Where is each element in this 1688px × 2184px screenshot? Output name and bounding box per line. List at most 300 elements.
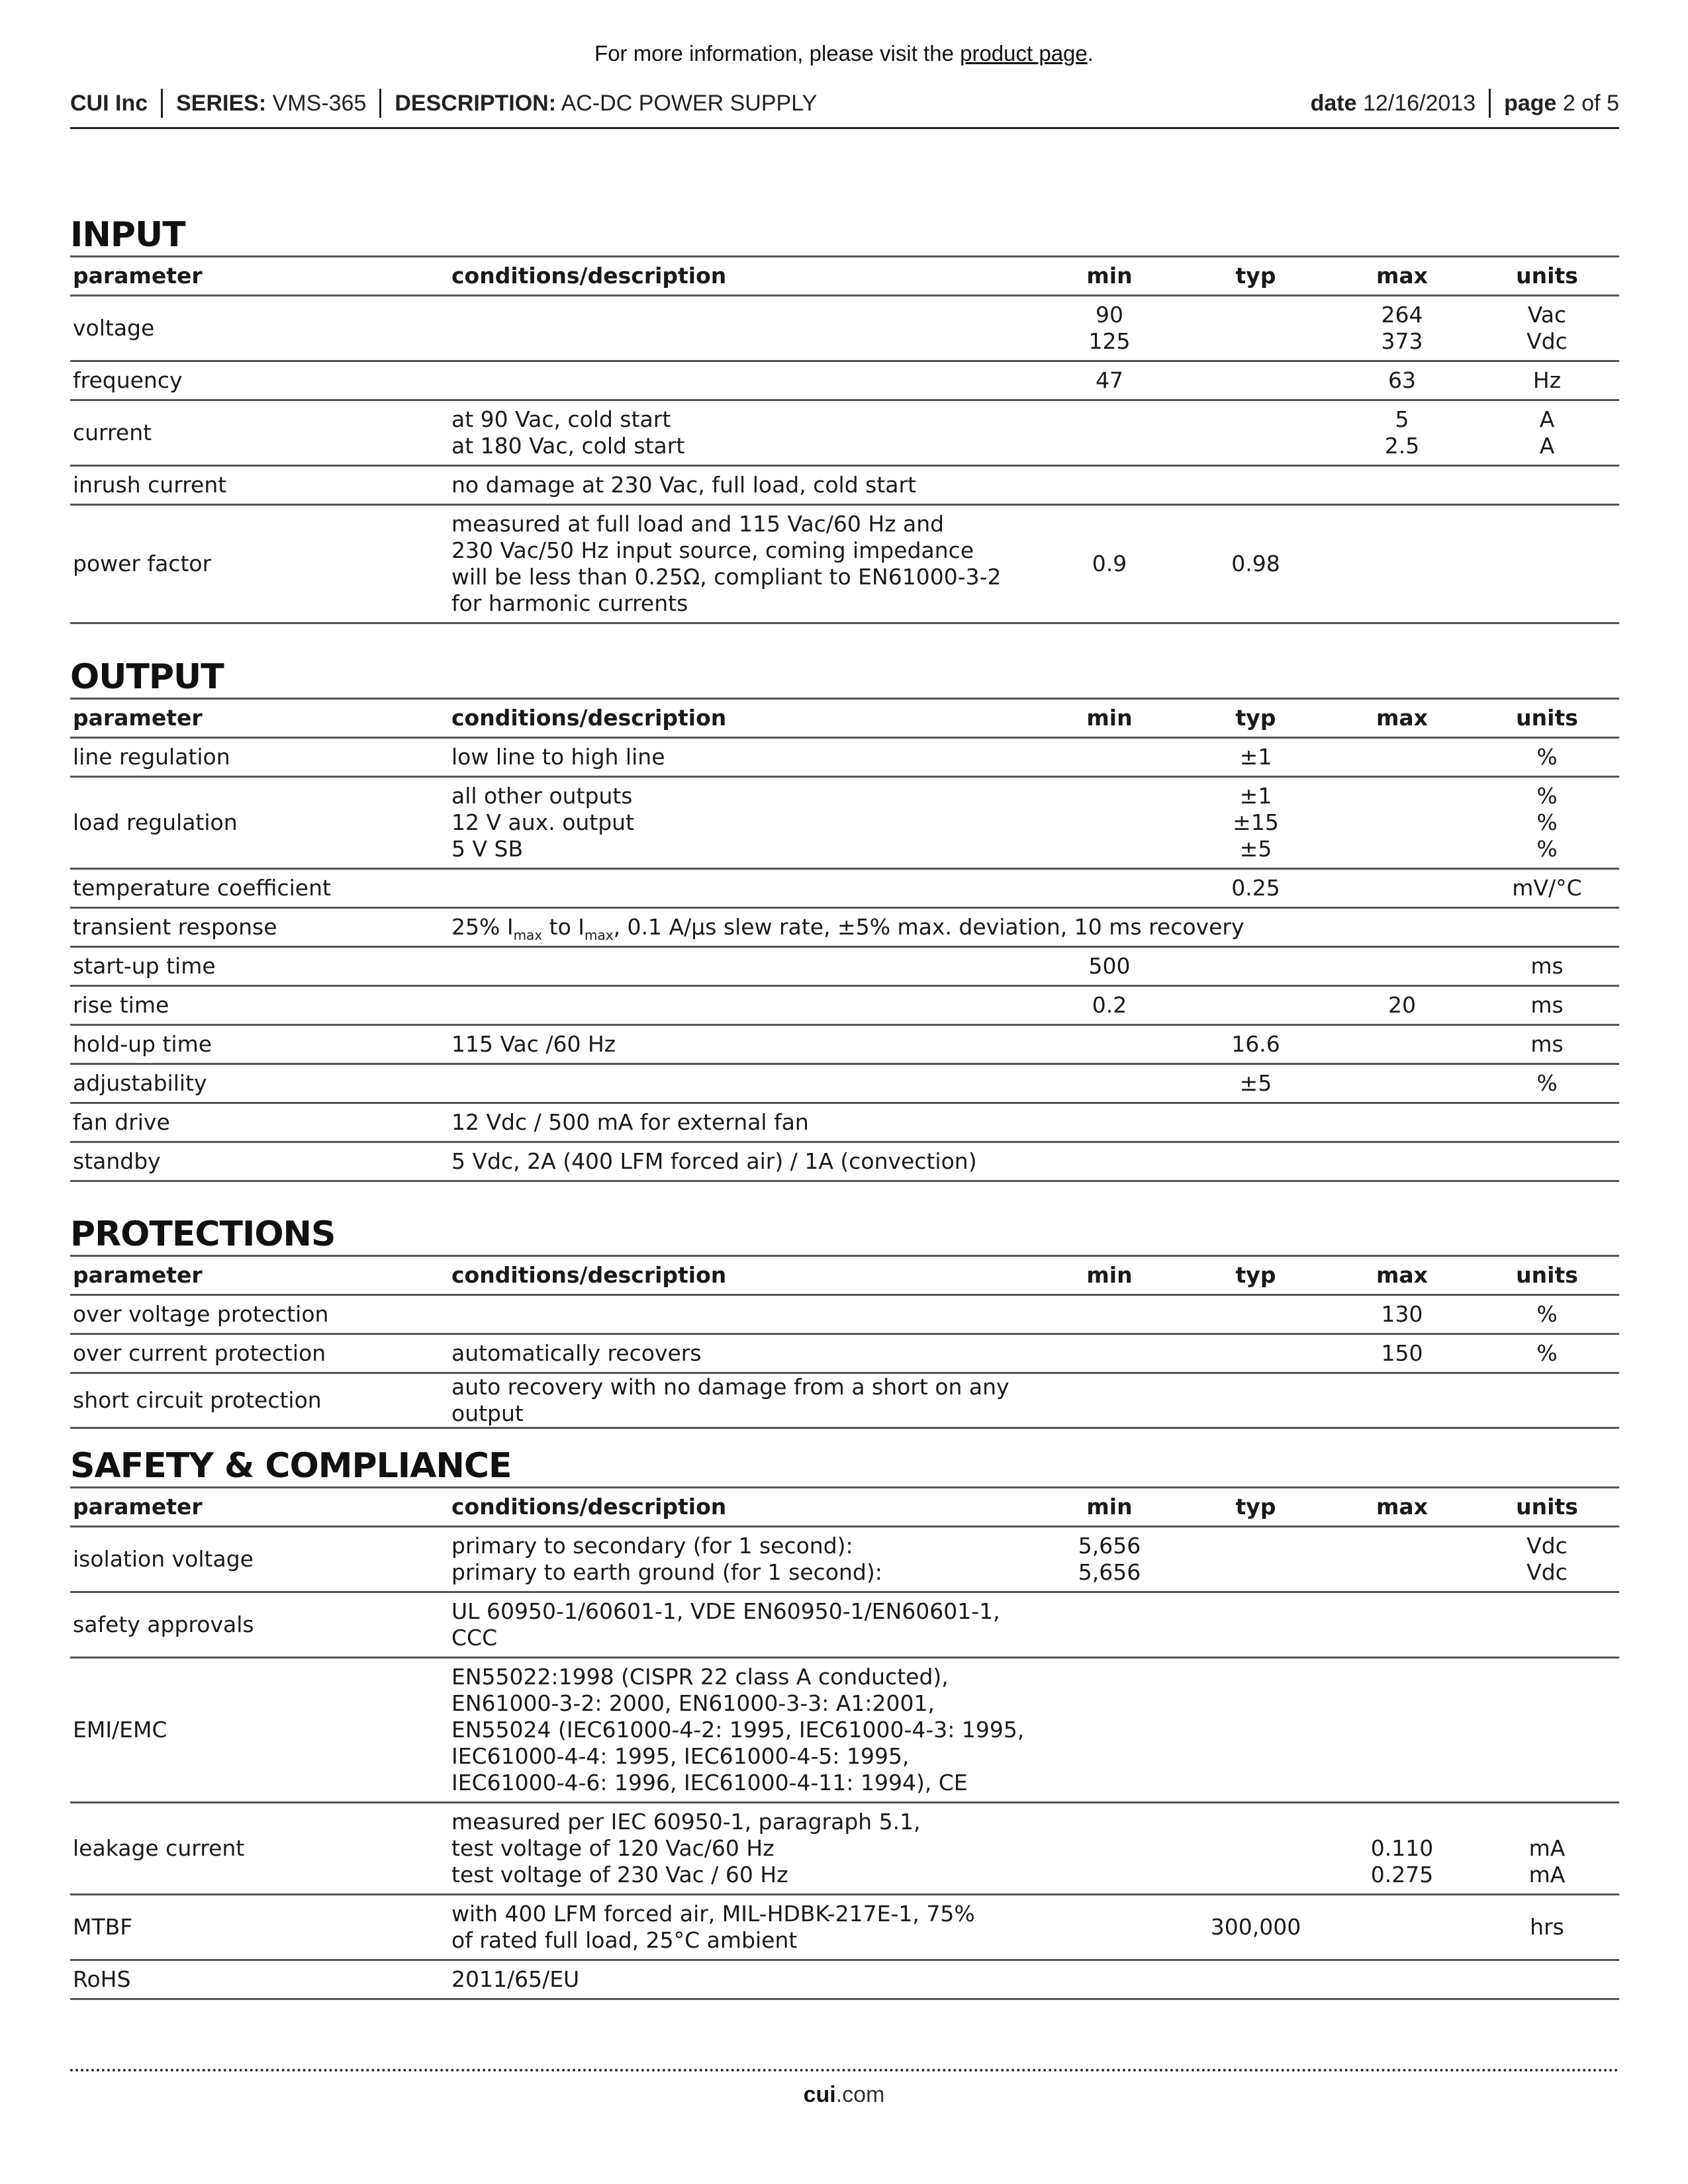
series-field: SERIES: VMS-365: [161, 89, 379, 118]
typ-cell: [1182, 1334, 1329, 1373]
max-cell: [1329, 1803, 1475, 1895]
parameter-cell: MTBF: [70, 1895, 449, 1960]
table-row-current: [70, 400, 1619, 466]
max-cell: [1329, 1658, 1475, 1803]
units-cell-line: Vdc: [1526, 328, 1568, 354]
max-cell: [1329, 1064, 1475, 1103]
typ-cell: [1182, 361, 1329, 400]
table-row-short-circuit-protection: [70, 1373, 1619, 1428]
typ-cell-line: ±1: [1239, 783, 1272, 809]
units-cell-line: %: [1536, 809, 1558, 835]
typ-cell-line: 0.25: [1231, 875, 1280, 901]
conditions-cell-line: UL 60950-1/60601-1, VDE EN60950-1/EN60601-1,: [451, 1598, 1000, 1624]
typ-cell: [1182, 466, 1329, 505]
company-name: CUI Inc: [70, 91, 148, 116]
min-cell: [1037, 1895, 1182, 1960]
units-cell: [1475, 1295, 1619, 1334]
conditions-cell: [449, 738, 1037, 777]
min-cell: [1037, 400, 1182, 466]
date-field: date 12/16/2013: [1310, 91, 1476, 116]
units-cell-line: %: [1536, 1340, 1558, 1366]
parameter-cell: line regulation: [70, 738, 449, 777]
parameter-cell: EMI/EMC: [70, 1658, 449, 1803]
conditions-cell: [449, 361, 1037, 400]
conditions-cell: [449, 296, 1037, 361]
min-cell: [1037, 947, 1182, 986]
max-cell: [1329, 466, 1475, 505]
min-cell-line: 0.9: [1092, 551, 1127, 576]
parameter-cell: over current protection: [70, 1334, 449, 1373]
min-cell: [1037, 986, 1182, 1025]
min-cell: [1037, 1803, 1182, 1895]
col-units: units: [1475, 1488, 1619, 1527]
units-cell: [1475, 1373, 1619, 1428]
min-cell: [1037, 1373, 1182, 1428]
min-cell: [1037, 1142, 1182, 1181]
conditions-cell: [449, 947, 1037, 986]
table-row-rise-time: [70, 986, 1619, 1025]
footer-brand: cui: [803, 2082, 836, 2107]
parameter-cell: fan drive: [70, 1103, 449, 1142]
conditions-cell-line: low line to high line: [451, 744, 665, 770]
conditions-cell-line: of rated full load, 25°C ambient: [451, 1927, 798, 1953]
units-cell-line: mV/°C: [1512, 875, 1582, 901]
max-cell: [1329, 1373, 1475, 1428]
typ-cell: [1182, 296, 1329, 361]
table-header-row: [70, 1256, 1619, 1295]
conditions-cell-line: EN55022:1998 (CISPR 22 class A conducted),: [451, 1664, 949, 1690]
min-cell: [1037, 869, 1182, 908]
parameter-cell: RoHS: [70, 1960, 449, 1999]
typ-cell: [1182, 1064, 1329, 1103]
parameter-cell: isolation voltage: [70, 1527, 449, 1592]
units-cell-line: ms: [1530, 953, 1564, 979]
typ-cell: [1182, 1373, 1329, 1428]
table-row-temperature-coefficient: [70, 869, 1619, 908]
typ-cell: [1182, 1960, 1329, 1999]
conditions-cell: [449, 1592, 1037, 1658]
top-note: [0, 41, 1688, 66]
conditions-cell-line: 115 Vac /60 Hz: [451, 1031, 616, 1057]
max-cell: [1329, 947, 1475, 986]
output-section: [70, 654, 1619, 1182]
safety-title: SAFETY & COMPLIANCE: [70, 1446, 512, 1486]
min-cell-line: 47: [1096, 367, 1123, 393]
protections-title: PROTECTIONS: [70, 1214, 336, 1254]
col-units: units: [1475, 699, 1619, 738]
min-cell: [1037, 296, 1182, 361]
col-typ: typ: [1182, 699, 1329, 738]
conditions-cell: [449, 869, 1037, 908]
footer: [0, 2082, 1688, 2108]
units-cell-line: A: [1539, 406, 1555, 432]
units-cell-line: ms: [1530, 992, 1564, 1018]
typ-cell: [1182, 1658, 1329, 1803]
min-cell-line: 125: [1088, 328, 1131, 354]
min-cell: [1037, 1295, 1182, 1334]
conditions-cell: [449, 1025, 1037, 1064]
protections-table: [70, 1255, 1619, 1429]
conditions-cell-line: with 400 LFM forced air, MIL-HDBK-217E-1, 75%: [451, 1901, 975, 1927]
table-row-standby: [70, 1142, 1619, 1181]
units-cell: [1475, 1592, 1619, 1658]
min-cell: [1037, 505, 1182, 623]
col-typ: typ: [1182, 257, 1329, 296]
max-cell-line: 5: [1395, 406, 1409, 432]
parameter-cell: safety approvals: [70, 1592, 449, 1658]
conditions-cell-line: 5 V SB: [451, 836, 524, 862]
col-min: min: [1037, 699, 1182, 738]
typ-cell: [1182, 400, 1329, 466]
max-cell-line: 130: [1381, 1301, 1423, 1327]
typ-cell: [1182, 1142, 1329, 1181]
col-max: max: [1329, 1256, 1475, 1295]
conditions-cell: [449, 1295, 1037, 1334]
table-row-safety-approvals: [70, 1592, 1619, 1658]
min-cell: [1037, 1064, 1182, 1103]
transient-text: 25% I: [451, 914, 514, 940]
conditions-cell-line: primary to secondary (for 1 second):: [451, 1533, 853, 1559]
typ-cell: [1182, 1025, 1329, 1064]
col-conditions: conditions/description: [449, 699, 1037, 738]
parameter-cell: frequency: [70, 361, 449, 400]
conditions-cell-line: 2011/65/EU: [451, 1966, 580, 1992]
max-cell-line: 63: [1388, 367, 1416, 393]
units-cell-line: Vac: [1527, 302, 1567, 328]
conditions-cell: [449, 986, 1037, 1025]
table-row-start-up-time: [70, 947, 1619, 986]
parameter-cell: over voltage protection: [70, 1295, 449, 1334]
min-cell: [1037, 1103, 1182, 1142]
units-cell: [1475, 1103, 1619, 1142]
units-cell-line: [1477, 1809, 1617, 1835]
units-cell-line: %: [1536, 744, 1558, 770]
units-cell: [1475, 400, 1619, 466]
max-cell: [1329, 1334, 1475, 1373]
units-cell-line: mA: [1528, 1862, 1566, 1888]
typ-cell: [1182, 869, 1329, 908]
min-cell-line: 90: [1096, 302, 1123, 328]
conditions-cell: [449, 1103, 1037, 1142]
units-cell: [1475, 986, 1619, 1025]
max-cell: [1329, 400, 1475, 466]
min-cell: [1037, 1960, 1182, 1999]
input-section: [70, 212, 1619, 624]
input-title: INPUT: [70, 215, 185, 255]
min-cell: [1037, 1527, 1182, 1592]
conditions-cell: [449, 466, 1037, 505]
min-cell: [1037, 1334, 1182, 1373]
conditions-cell-line: measured per IEC 60950-1, paragraph 5.1,: [451, 1809, 921, 1835]
units-cell-line: %: [1536, 836, 1558, 862]
conditions-cell-line: IEC61000-4-4: 1995, IEC61000-4-5: 1995,: [451, 1743, 910, 1769]
parameter-cell: hold-up time: [70, 1025, 449, 1064]
col-units: units: [1475, 257, 1619, 296]
conditions-cell-line: for harmonic currents: [451, 590, 688, 616]
table-header-row: [70, 1488, 1619, 1527]
conditions-cell-line: CCC: [451, 1625, 498, 1651]
units-cell-line: %: [1536, 783, 1558, 809]
units-cell-line: ms: [1530, 1031, 1564, 1057]
units-cell: [1475, 1064, 1619, 1103]
units-cell: [1475, 1142, 1619, 1181]
table-row-adjustability: [70, 1064, 1619, 1103]
units-cell: [1475, 1025, 1619, 1064]
max-cell-line: 0.275: [1370, 1862, 1434, 1888]
conditions-cell-line: test voltage of 230 Vac / 60 Hz: [451, 1862, 788, 1888]
max-cell: [1329, 738, 1475, 777]
min-cell-line: 5,656: [1078, 1559, 1141, 1585]
parameter-cell: leakage current: [70, 1803, 449, 1895]
min-cell-line: 5,656: [1078, 1533, 1141, 1559]
units-cell: [1475, 1803, 1619, 1895]
conditions-cell-line: no damage at 230 Vac, full load, cold start: [451, 472, 917, 498]
parameter-cell: voltage: [70, 296, 449, 361]
conditions-cell-line: auto recovery with no damage from a short on any output: [451, 1374, 1009, 1426]
table-header-row: [70, 699, 1619, 738]
col-parameter: parameter: [70, 257, 449, 296]
max-cell: [1329, 986, 1475, 1025]
col-parameter: parameter: [70, 1488, 449, 1527]
max-cell: [1329, 1142, 1475, 1181]
conditions-cell-line: will be less than 0.25Ω, compliant to EN61000-3-2: [451, 564, 1002, 590]
parameter-cell: adjustability: [70, 1064, 449, 1103]
conditions-cell-line: EN61000-3-2: 2000, EN61000-3-3: A1:2001,: [451, 1690, 935, 1716]
min-cell: [1037, 1592, 1182, 1658]
parameter-cell: rise time: [70, 986, 449, 1025]
max-cell: [1329, 361, 1475, 400]
conditions-cell: [449, 1658, 1037, 1803]
table-row-isolation-voltage: [70, 1527, 1619, 1592]
col-conditions: conditions/description: [449, 1256, 1037, 1295]
typ-cell: [1182, 986, 1329, 1025]
table-row-hold-up-time: [70, 1025, 1619, 1064]
typ-cell-line: ±15: [1233, 809, 1279, 835]
typ-cell-line: ±1: [1239, 744, 1272, 770]
typ-cell: [1182, 1527, 1329, 1592]
page-number: page 2 of 5: [1489, 89, 1619, 118]
table-row-fan-drive: [70, 1103, 1619, 1142]
product-page-link[interactable]: product page: [960, 41, 1088, 66]
conditions-cell-line: 230 Vac/50 Hz input source, coming impedance: [451, 537, 974, 563]
col-parameter: parameter: [70, 1256, 449, 1295]
conditions-cell-line: at 180 Vac, cold start: [451, 433, 685, 459]
conditions-cell-line: EN55024 (IEC61000-4-2: 1995, IEC61000-4-3: 1995,: [451, 1717, 1025, 1743]
max-cell: [1329, 1103, 1475, 1142]
page-header: [70, 85, 1619, 129]
conditions-cell: [449, 1803, 1037, 1895]
units-cell: [1475, 738, 1619, 777]
typ-cell: [1182, 1295, 1329, 1334]
max-cell: [1329, 1025, 1475, 1064]
min-cell: [1037, 777, 1182, 869]
safety-table: [70, 1486, 1619, 2000]
max-cell: [1329, 1592, 1475, 1658]
conditions-cell: [449, 777, 1037, 869]
conditions-cell-line: at 90 Vac, cold start: [451, 406, 671, 432]
max-cell-line: 150: [1381, 1340, 1423, 1366]
units-cell: [1475, 1527, 1619, 1592]
col-units: units: [1475, 1256, 1619, 1295]
conditions-cell-line: automatically recovers: [451, 1340, 702, 1366]
conditions-cell-line: primary to earth ground (for 1 second):: [451, 1559, 882, 1585]
units-cell-line: %: [1536, 1070, 1558, 1096]
table-row-line-regulation: [70, 738, 1619, 777]
parameter-cell: temperature coefficient: [70, 869, 449, 908]
units-cell-line: %: [1536, 1301, 1558, 1327]
typ-cell: [1182, 505, 1329, 623]
input-table: [70, 255, 1619, 624]
conditions-cell-line: all other outputs: [451, 783, 633, 809]
parameter-cell: short circuit protection: [70, 1373, 449, 1428]
subscript-max: max: [513, 927, 543, 943]
safety-section: [70, 1443, 1619, 2000]
parameter-cell: inrush current: [70, 466, 449, 505]
units-cell-line: mA: [1528, 1835, 1566, 1861]
parameter-cell: load regulation: [70, 777, 449, 869]
units-cell: [1475, 947, 1619, 986]
typ-cell: [1182, 947, 1329, 986]
units-cell-line: Vdc: [1526, 1533, 1568, 1559]
min-cell-line: 500: [1088, 953, 1131, 979]
units-cell-line: hrs: [1530, 1914, 1564, 1940]
units-cell-line: Vdc: [1526, 1559, 1568, 1585]
units-cell: [1475, 869, 1619, 908]
typ-cell: [1182, 738, 1329, 777]
parameter-cell: power factor: [70, 505, 449, 623]
col-min: min: [1037, 1488, 1182, 1527]
min-cell: [1037, 1025, 1182, 1064]
parameter-cell: standby: [70, 1142, 449, 1181]
col-typ: typ: [1182, 1488, 1329, 1527]
footer-divider: [70, 2069, 1619, 2071]
col-max: max: [1329, 699, 1475, 738]
units-cell: [1475, 1658, 1619, 1803]
conditions-cell: [449, 1064, 1037, 1103]
parameter-cell: transient response: [70, 908, 449, 947]
table-row-frequency: [70, 361, 1619, 400]
units-cell-line: A: [1539, 433, 1555, 459]
max-cell: [1329, 505, 1475, 623]
conditions-cell: [449, 908, 1619, 947]
conditions-cell-line: 5 Vdc, 2A (400 LFM forced air) / 1A (convection): [451, 1148, 977, 1174]
typ-cell-line: 16.6: [1231, 1031, 1280, 1057]
max-cell-line: 264: [1381, 302, 1423, 328]
col-conditions: conditions/description: [449, 1488, 1037, 1527]
table-row-emi-emc: [70, 1658, 1619, 1803]
min-cell: [1037, 738, 1182, 777]
units-cell: [1475, 1334, 1619, 1373]
conditions-cell: [449, 505, 1037, 623]
table-header-row: [70, 257, 1619, 296]
table-row-rohs: [70, 1960, 1619, 1999]
max-cell: [1329, 296, 1475, 361]
max-cell: [1329, 777, 1475, 869]
typ-cell: [1182, 1895, 1329, 1960]
conditions-cell: [449, 1960, 1037, 1999]
subscript-max: max: [585, 927, 614, 943]
max-cell: [1329, 1527, 1475, 1592]
min-cell: [1037, 466, 1182, 505]
conditions-cell: [449, 1895, 1037, 1960]
typ-cell-line: ±5: [1239, 836, 1272, 862]
transient-text: , 0.1 A/µs slew rate, ±5% max. deviation, 10 ms recovery: [613, 914, 1244, 940]
min-cell-line: 0.2: [1092, 992, 1127, 1018]
min-cell: [1037, 1658, 1182, 1803]
col-parameter: parameter: [70, 699, 449, 738]
typ-cell: [1182, 1803, 1329, 1895]
conditions-cell-line: test voltage of 120 Vac/60 Hz: [451, 1835, 774, 1861]
col-max: max: [1329, 257, 1475, 296]
max-cell: [1329, 1295, 1475, 1334]
conditions-cell: [449, 400, 1037, 466]
col-typ: typ: [1182, 1256, 1329, 1295]
max-cell: [1329, 1895, 1475, 1960]
conditions-cell-line: IEC61000-4-6: 1996, IEC61000-4-11: 1994), CE: [451, 1770, 968, 1796]
typ-cell-line: 300,000: [1210, 1914, 1301, 1940]
parameter-cell: current: [70, 400, 449, 466]
conditions-cell-line: 12 V aux. output: [451, 809, 635, 835]
table-row-mtbf: [70, 1895, 1619, 1960]
top-note-prefix: For more information, please visit the: [594, 41, 961, 66]
table-row-transient-response: [70, 908, 1619, 947]
parameter-cell: start-up time: [70, 947, 449, 986]
max-cell-line: [1332, 1809, 1472, 1835]
col-max: max: [1329, 1488, 1475, 1527]
table-row-over-voltage-protection: [70, 1295, 1619, 1334]
units-cell-line: Hz: [1532, 367, 1562, 393]
max-cell: [1329, 1960, 1475, 1999]
table-row-over-current-protection: [70, 1334, 1619, 1373]
units-cell: [1475, 1960, 1619, 1999]
max-cell-line: 0.110: [1370, 1835, 1434, 1861]
conditions-cell: [449, 1142, 1037, 1181]
conditions-cell: [449, 1373, 1037, 1428]
max-cell-line: 2.5: [1384, 433, 1420, 459]
footer-domain: .com: [835, 2082, 885, 2107]
min-cell: [1037, 361, 1182, 400]
output-title: OUTPUT: [70, 657, 224, 697]
conditions-cell: [449, 1334, 1037, 1373]
col-min: min: [1037, 257, 1182, 296]
table-row-voltage: [70, 296, 1619, 361]
typ-cell: [1182, 1103, 1329, 1142]
protections-section: [70, 1211, 1619, 1429]
max-cell-line: 373: [1381, 328, 1423, 354]
typ-cell-line: 0.98: [1231, 551, 1280, 576]
top-note-suffix: .: [1087, 41, 1094, 66]
table-row-load-regulation: [70, 777, 1619, 869]
col-conditions: conditions/description: [449, 257, 1037, 296]
conditions-cell: [449, 1527, 1037, 1592]
table-row-power-factor: [70, 505, 1619, 623]
transient-text: to I: [542, 914, 585, 940]
table-row-leakage-current: [70, 1803, 1619, 1895]
units-cell: [1475, 505, 1619, 623]
max-cell-line: 20: [1388, 992, 1416, 1018]
output-table: [70, 698, 1619, 1182]
conditions-cell-line: 12 Vdc / 500 mA for external fan: [451, 1109, 809, 1135]
units-cell: [1475, 1895, 1619, 1960]
max-cell: [1329, 869, 1475, 908]
typ-cell-line: ±5: [1239, 1070, 1272, 1096]
units-cell: [1475, 777, 1619, 869]
units-cell: [1475, 466, 1619, 505]
typ-cell: [1182, 777, 1329, 869]
typ-cell: [1182, 1592, 1329, 1658]
conditions-cell-line: measured at full load and 115 Vac/60 Hz and: [451, 511, 945, 537]
units-cell: [1475, 361, 1619, 400]
